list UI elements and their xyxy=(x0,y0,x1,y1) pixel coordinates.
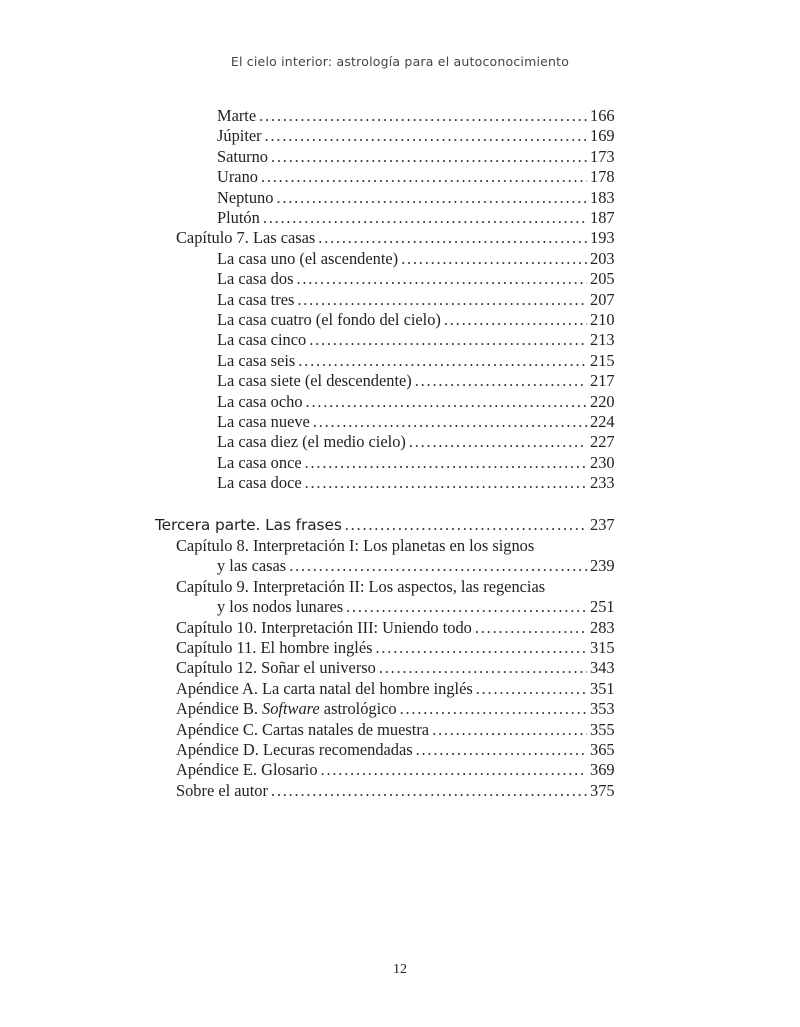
toc-entry-title-italic: Software xyxy=(262,699,320,719)
toc-entry-title: La casa once xyxy=(217,452,302,472)
toc-entry-page: 183 xyxy=(590,187,615,207)
toc-entry-page: 166 xyxy=(590,106,615,125)
dot-leader xyxy=(296,269,587,289)
toc-entry-page: 187 xyxy=(590,208,615,227)
toc-entry-page: 283 xyxy=(590,617,615,637)
toc-entry-title: Capítulo 7. Las casas xyxy=(176,228,316,248)
toc-entry-title: La casa ocho xyxy=(217,391,303,411)
toc-entry-page: 233 xyxy=(590,473,615,493)
toc-entry-page: 315 xyxy=(590,638,615,657)
dot-leader xyxy=(400,699,587,719)
dot-leader xyxy=(261,167,587,187)
toc-entry-title: Apéndice D. Lecuras recomendadas xyxy=(176,740,413,759)
toc-entry-title-suffix: astrológico xyxy=(319,699,397,719)
toc-entry-page: 207 xyxy=(590,289,615,309)
toc-entry-page: 220 xyxy=(590,391,615,411)
toc-entry-title xyxy=(176,699,397,719)
toc-entry-page: 237 xyxy=(590,515,615,534)
dot-leader xyxy=(265,126,587,146)
toc-entry-page: 210 xyxy=(590,310,615,329)
toc-entry-title: Urano xyxy=(217,167,258,187)
toc-entry-page: 213 xyxy=(590,330,615,350)
toc-entry-title: Apéndice A. La carta natal del hombre inglés xyxy=(176,678,473,698)
dot-leader xyxy=(263,208,587,228)
toc-entry-page: 203 xyxy=(590,248,615,268)
toc-entry-page: 227 xyxy=(590,432,615,452)
dot-leader xyxy=(345,515,587,535)
dot-leader xyxy=(271,781,587,801)
toc-entry-title: La casa cuatro (el fondo del cielo) xyxy=(217,310,441,329)
toc-entry-page: 215 xyxy=(590,350,615,370)
toc-entry-page: 251 xyxy=(590,596,615,616)
dot-leader xyxy=(259,106,587,126)
dot-leader xyxy=(276,188,587,208)
dot-leader xyxy=(376,638,587,658)
toc-entry-title: La casa cinco xyxy=(217,330,307,350)
toc-entry-page: 343 xyxy=(590,658,615,678)
dot-leader xyxy=(475,618,587,638)
dot-leader xyxy=(309,330,587,350)
toc-entry-title: Apéndice E. Glosario xyxy=(176,760,318,780)
toc-entry-title: La casa doce xyxy=(217,473,302,493)
toc-entry-page: 375 xyxy=(590,780,615,800)
dot-leader xyxy=(416,740,587,760)
toc-part-title: Tercera parte. Las frases xyxy=(155,516,342,534)
toc-entry-title: Capítulo 12. Soñar el universo xyxy=(176,658,376,678)
toc-entry-title-continued: y las casas xyxy=(217,556,287,575)
toc-entry-page: 217 xyxy=(590,371,615,391)
toc-entry-page: 193 xyxy=(590,228,615,248)
toc-entry-page: 353 xyxy=(590,699,615,719)
toc-entry-title: Sobre el autor xyxy=(176,780,268,800)
toc-entry-title-prefix: Apéndice B. xyxy=(176,699,263,719)
toc-entry-title: La casa diez (el medio cielo) xyxy=(217,432,406,452)
toc-entry-title-continued: y los nodos lunares xyxy=(217,596,344,616)
toc-entry-page: 169 xyxy=(590,126,615,146)
dot-leader xyxy=(306,392,587,412)
dot-leader xyxy=(289,556,587,576)
dot-leader xyxy=(401,249,587,269)
dot-leader xyxy=(318,228,587,248)
toc-entry-page: 369 xyxy=(590,760,615,780)
dot-leader xyxy=(305,473,587,493)
toc-entry-title: La casa dos xyxy=(217,269,294,289)
toc-entry-page: 224 xyxy=(590,412,615,431)
dot-leader xyxy=(379,658,587,678)
dot-leader xyxy=(313,412,587,432)
toc-entry-title: Apéndice C. Cartas natales de muestra xyxy=(176,719,430,739)
toc-entry-page: 351 xyxy=(590,678,615,698)
toc-entry-title: Capítulo 8. Interpretación I: Los planetas en los signos xyxy=(176,536,535,555)
page-number: 12 xyxy=(393,962,407,977)
toc-entry-page: 365 xyxy=(590,740,615,759)
dot-leader xyxy=(298,351,587,371)
toc-entry-title: La casa uno (el ascendente) xyxy=(217,248,399,268)
dot-leader xyxy=(432,720,587,740)
toc-entry-title: La casa nueve xyxy=(217,412,310,431)
toc-entry-title: La casa seis xyxy=(217,350,296,370)
toc-entry-page: 178 xyxy=(590,167,615,187)
toc-entry-title: La casa tres xyxy=(217,289,295,309)
toc-entry-title: Plutón xyxy=(217,208,260,227)
toc-entry-title: Júpiter xyxy=(217,126,262,146)
toc-entry-title: La casa siete (el descendente) xyxy=(217,371,412,391)
dot-leader xyxy=(271,147,587,167)
toc-entry-title: Marte xyxy=(217,106,257,125)
dot-leader xyxy=(476,679,587,699)
toc-entry-title: Capítulo 10. Interpretación III: Uniendo todo xyxy=(176,617,472,637)
toc-entry-page: 205 xyxy=(590,269,615,289)
toc-entry-page: 239 xyxy=(590,556,615,575)
dot-leader xyxy=(415,371,587,391)
dot-leader xyxy=(321,760,587,780)
dot-leader xyxy=(305,453,587,473)
dot-leader xyxy=(297,290,587,310)
toc-entry-title: Neptuno xyxy=(217,187,274,207)
dot-leader xyxy=(409,432,587,452)
dot-leader xyxy=(444,310,587,330)
toc-entry-page: 355 xyxy=(590,719,615,739)
toc-entry-title: Capítulo 11. El hombre inglés xyxy=(176,638,373,657)
dot-leader xyxy=(346,597,587,617)
running-header: El cielo interior: astrología para el autoconocimiento xyxy=(230,54,570,69)
toc-entry-title: Saturno xyxy=(217,146,268,166)
toc-entry-page: 230 xyxy=(590,452,615,472)
toc-entry-title: Capítulo 9. Interpretación II: Los aspectos, las regencias xyxy=(176,576,546,596)
toc-entry-page: 173 xyxy=(590,146,615,166)
